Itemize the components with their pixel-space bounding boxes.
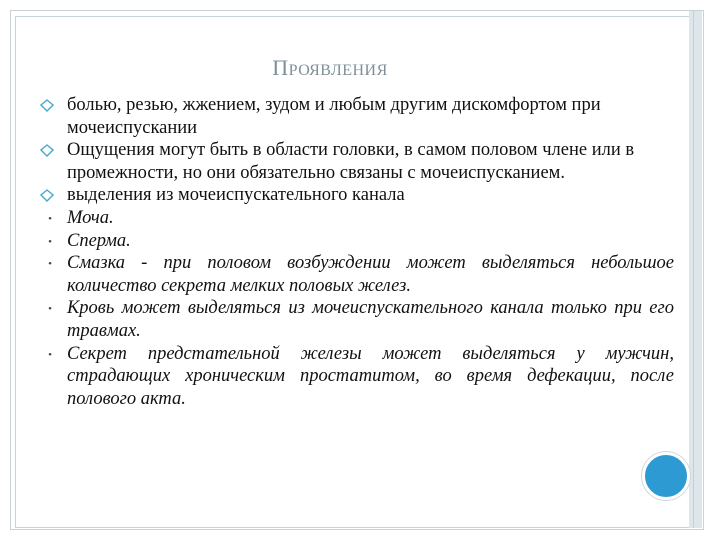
slide-right-line [693, 11, 694, 528]
list-item [40, 139, 674, 184]
list-item-text: выделения из мочеиспускательного канала [67, 185, 405, 206]
dot-icon: • [48, 303, 52, 316]
slide-title-first: П [272, 55, 289, 80]
list-item-text: Смазка - при половом возбуждении может выделяться небольшое количество секрета мелких половых желез. [67, 253, 674, 296]
dot-icon: • [48, 212, 52, 225]
list-item-text: Моча. [67, 207, 114, 228]
pin-icon [40, 94, 60, 112]
list-item [40, 184, 674, 207]
list-item-text: болью, резью, жжением, зудом и любым другим дискомфортом при мочеиспускании [67, 95, 601, 138]
pin-icon [40, 139, 60, 157]
list-item-text: Сперма. [67, 230, 131, 251]
list-item [40, 252, 674, 297]
pin-icon [40, 184, 60, 202]
slide-right-band [689, 11, 702, 528]
list-item-text: Ощущения могут быть в области головки, в самом половом члене или в промежности, но они обязательно связаны с мочеиспусканием. [67, 140, 635, 183]
bullet-list [40, 94, 674, 410]
dot-icon: • [48, 258, 52, 271]
dot-icon: • [48, 348, 52, 361]
list-item [40, 343, 674, 411]
accent-circle-icon [642, 452, 690, 500]
list-item-text: Секрет предстательной железы может выделяться у мужчин, страдающих хроническим простатитом, во время дефекации, после полового акта. [67, 343, 674, 409]
list-item [40, 207, 674, 230]
slide-title [0, 55, 660, 81]
list-item-text: Кровь может выделяться из мочеиспускательного канала только при его травмах. [67, 298, 674, 341]
list-item [40, 230, 674, 253]
list-item [40, 297, 674, 342]
dot-icon: • [48, 235, 52, 248]
slide-title-rest: РОЯВЛЕНИЯ [288, 62, 388, 79]
list-item [40, 94, 674, 139]
